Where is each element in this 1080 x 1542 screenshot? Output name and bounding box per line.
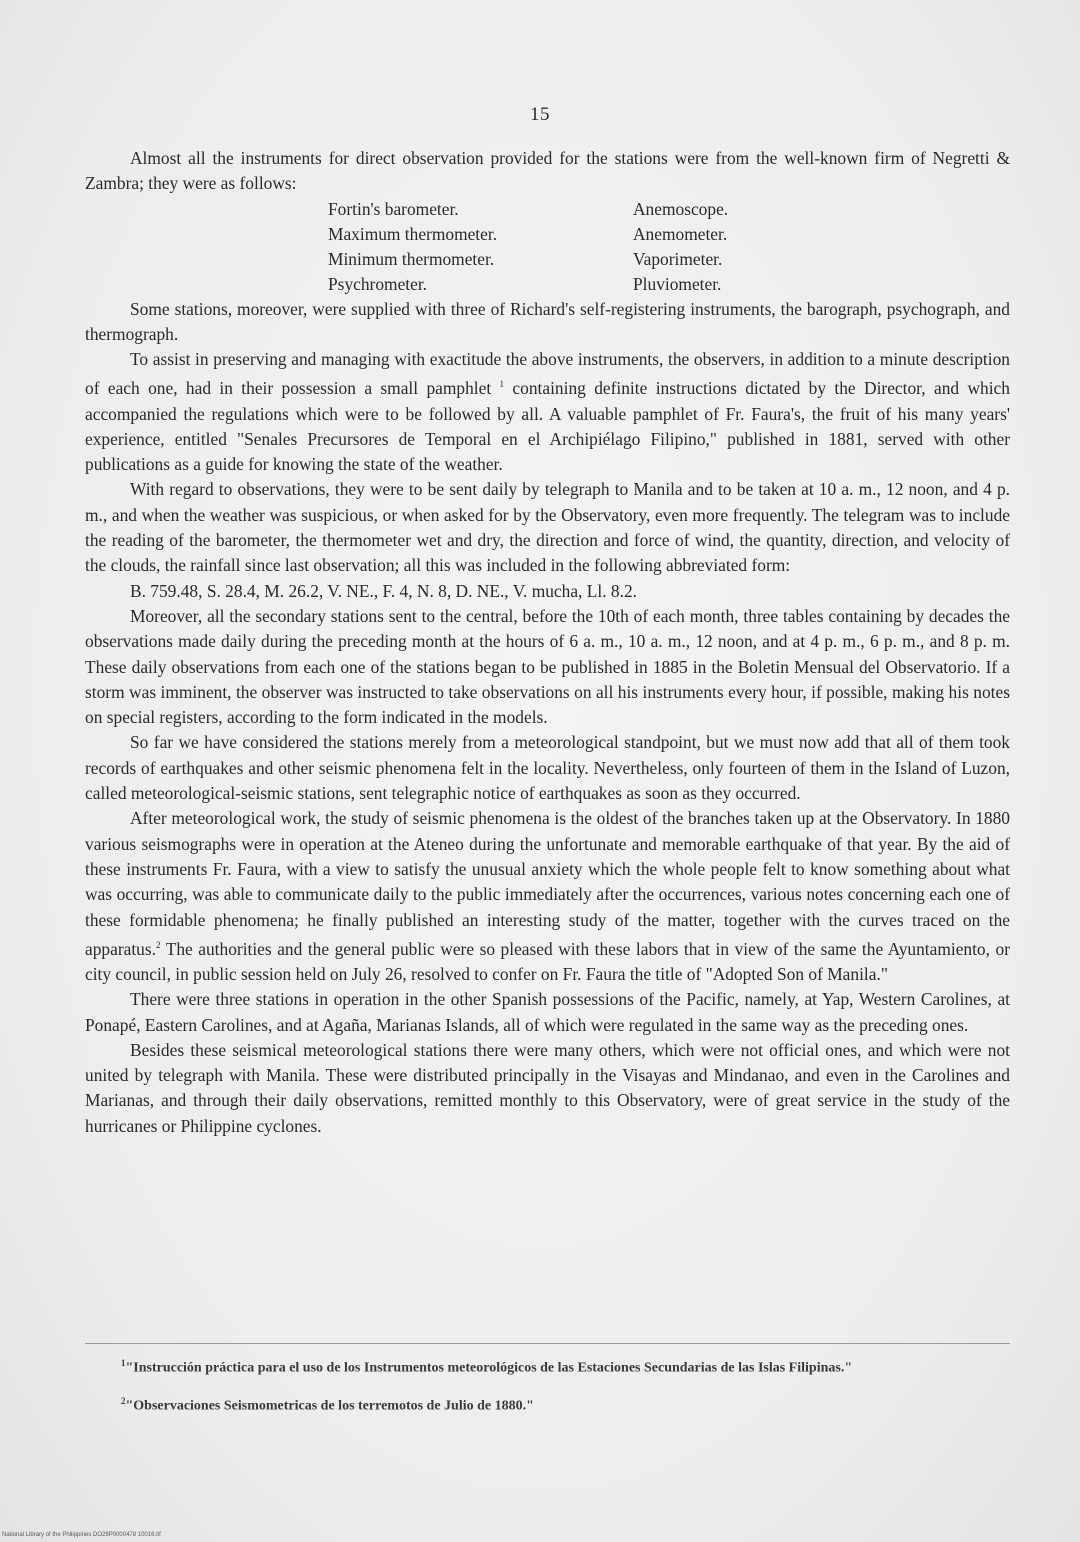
footnote-text: "Instrucción práctica para el uso de los Instrumentos meteorológicos de las Estaciones Secundarias de las Islas Filipinas." — [125, 1360, 853, 1376]
footnote — [85, 1352, 1010, 1380]
footnote-text: "Observaciones Seismometricas de los terremotos de Julio de 1880." — [125, 1398, 534, 1414]
abbreviated-form: B. 759.48, S. 28.4, M. 26.2, V. NE., F. 4, N. 8, D. NE., V. mucha, Ll. 8.2. — [130, 580, 637, 601]
footnote-mark: 1 — [121, 1358, 126, 1368]
instrument-list — [328, 197, 1010, 297]
paragraph-part: containing definite instructions dictated by the Director, and which accompanied the regulations which were to be followed by all. A valuable pamphlet of Fr. Faura's, the fruit of his many years' experience, entitled "Senales Precursores de Temporal en el Archipiélago Filipino," published in 1881, served with other publications as a guide for knowing the state of the weather. — [85, 378, 1010, 475]
paragraph: Besides these seismical meteorological stations there were many others, which were not official ones, and which were not united by telegraph with Manila. These were distributed principally in the Visayas and Mindanao, and even in the Carolines and Marianas, and through their daily observations, remitted monthly to this Observatory, were of great service in the study of the hurricanes or Philippine cyclones. — [85, 1039, 1010, 1136]
instrument-item: Fortin's barometer. — [328, 198, 459, 219]
footnote-ref: 1 — [499, 379, 505, 390]
paragraph — [85, 806, 1010, 987]
paragraph — [85, 347, 1010, 477]
footnote-mark: 2 — [121, 1395, 126, 1406]
instrument-item: Maximum thermometer. — [328, 223, 498, 244]
instrument-item: Psychrometer. — [328, 273, 428, 294]
instrument-item: Anemometer. — [633, 223, 728, 244]
page-number: 15 — [530, 104, 550, 125]
paragraph: Moreover, all the secondary stations sent to the central, before the 10th of each month, three tables containing by decades the observations made daily during the preceding month at the hours of 6 a. m., 10 a. m., 12 noon, and at 4 p. m., 6 p. m., and 8 p. m. These daily observations from each one of the stations began to be published in 1885 in the Boletin Mensual del Observatorio. If a storm was imminent, the observer was instructed to take observations on all his instruments every hour, if possible, making his notes on special registers, according to the form indicated in the models. — [85, 605, 1010, 728]
paragraph: Some stations, moreover, were supplied with three of Richard's self-registering instruments, the barograph, psychograph, and thermograph. — [85, 298, 1010, 344]
paragraph-part: To assist in preserving and managing with exactitude the above instruments, the observers, in addition to a minute description of each one, had in their possession a small pamphlet — [85, 349, 1010, 399]
footnote-ref: 2 — [155, 939, 161, 950]
scan-stamp: National Library of the Philippines DO28P0000478 10016.tif — [2, 1532, 161, 1538]
footnote-divider — [85, 1343, 1010, 1344]
paragraph: With regard to observations, they were to be sent daily by telegraph to Manila and to be taken at 10 a. m., 12 noon, and 4 p. m., and when the weather was suspicious, or when asked for by the Observatory, even more frequently. The telegram was to include the reading of the barometer, the thermometer wet and dry, the direction and force of wind, the quantity, direction, and velocity of the clouds, the rainfall since last observation; all this was included in the following abbreviated form: — [85, 479, 1010, 576]
body-text — [85, 146, 1010, 1139]
footnotes — [85, 1352, 1010, 1427]
paragraph-part: After meteorological work, the study of seismic phenomena is the oldest of the branches taken up at the Observatory. In 1880 various seismographs were in operation at the Ateneo during the unfortunate and memorable earthquake of that year. By the aid of these instruments Fr. Faura, with a view to satisfy the unusual anxiety which the whole people felt to know something about what was occurring, was able to communicate daily to the public immediately after the occurrences, various notes concerning each one of these formidable phenomena; he finally published an interesting study of the matter, together with the curves traced on the apparatus. — [85, 808, 1010, 959]
instrument-item: Anemoscope. — [633, 198, 729, 219]
instrument-item: Pluviometer. — [633, 273, 722, 294]
paragraph: There were three stations in operation in the other Spanish possessions of the Pacific, namely, at Yap, Western Carolines, at Ponapé, Eastern Carolines, and at Agaña, Marianas Islands, all of which were regulated in the same way as the preceding ones. — [85, 989, 1010, 1035]
paragraph: Almost all the instruments for direct observation provided for the stations were from the well-known firm of Negretti & Zambra; they were as follows: — [85, 148, 1010, 194]
instrument-item: Minimum thermometer. — [328, 248, 495, 269]
paragraph: So far we have considered the stations merely from a meteorological standpoint, but we must now add that all of them took records of earthquakes and other seismic phenomena felt in the locality. Nevertheless, only fourteen of them in the Island of Luzon, called meteorological-seismic stations, sent telegraphic notice of earthquakes as soon as they occurred. — [85, 732, 1010, 804]
instrument-item: Vaporimeter. — [633, 248, 723, 269]
paragraph-part: The authorities and the general public were so pleased with these labors that in view of the same the Ayuntamiento, or city council, in public session held on July 26, resolved to confer on Fr. Faura the title of "Adopted Son of Manila." — [85, 938, 1010, 984]
footnote — [85, 1390, 1010, 1418]
